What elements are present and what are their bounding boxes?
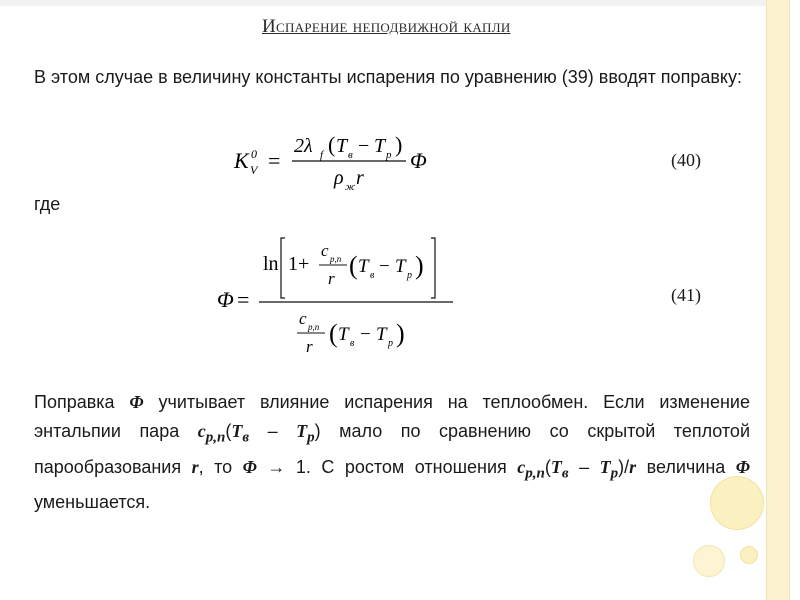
eq41-paren-open: ( (349, 251, 358, 280)
top-edge (0, 0, 800, 6)
formula-41 (215, 232, 465, 362)
p2-arrow: → 1 (256, 456, 306, 477)
slide-title: Испарение неподвижной капли (262, 16, 511, 37)
p2-text-3: ) мало по сравнению со скрытой теплотой парообразования (34, 421, 751, 477)
eq40-lhs-sub: V (250, 163, 258, 177)
eq40-num-tp: T (374, 135, 386, 157)
eq41-minus: − (379, 256, 390, 277)
p2-paren-2: ( (544, 456, 551, 477)
eq40-num-paren-open: ( (328, 132, 336, 157)
p2-r: r (191, 456, 199, 477)
decorative-circle-small (693, 545, 725, 577)
p2-text-7: величина (636, 456, 736, 477)
eq40-num-coef: 2λ (294, 135, 313, 157)
p2-paren: ( (225, 421, 232, 441)
eq41-ln: ln (263, 253, 279, 275)
p2-text-2: учитывает влияние испарения на теплообмен. Если изменение энтальпии пара (34, 392, 751, 441)
p2-cpn: $c_{p,n}$ (197, 421, 226, 446)
eq40-num-lambda-sub: f (320, 149, 324, 161)
p2-text-4: , то (198, 456, 243, 477)
p2-text-6: )/ (618, 456, 630, 477)
eq40-den-rho-sub: ж (345, 181, 356, 193)
p2-text-5: . С ростом отношения (305, 456, 518, 477)
eq40-den-rho: ρ (334, 167, 344, 189)
p2-tp: $T_p$ (296, 421, 315, 446)
eq41-den-paren-open: ( (329, 319, 338, 348)
eq41-r: r (328, 269, 335, 288)
eq41-den-tb: T (338, 324, 349, 345)
p2-cpn-2: $c_{p,n}$ (517, 456, 545, 482)
eq41-equals: = (237, 287, 250, 312)
eq41-den-paren-close: ) (396, 319, 405, 348)
eq41-lhs: Φ (217, 287, 234, 312)
eq41-cpn: c (321, 241, 329, 260)
eq41-den-cpn: c (299, 309, 307, 328)
p2-phi-2: Φ (242, 456, 257, 477)
equation-number-40: (40) (671, 150, 701, 170)
decorative-band (766, 0, 790, 600)
decorative-circle-tiny (740, 546, 758, 564)
eq40-lhs-sup: 0 (251, 147, 257, 161)
eq41-tb: T (358, 256, 369, 277)
eq41-cpn-sub: p,n (330, 254, 342, 264)
eq41-den-tb-sub: в (350, 338, 355, 349)
eq41-den-minus: − (360, 324, 371, 345)
eq41-tb-sub: в (370, 270, 375, 281)
eq41-den-r: r (306, 337, 313, 356)
eq40-num-minus: − (358, 135, 370, 157)
p2-r-2: r (629, 456, 637, 477)
p2-text-1: Поправка (34, 392, 130, 412)
eq41-bracket-left (281, 238, 285, 298)
equation-number-41: (41) (671, 285, 701, 305)
eq40-equals: = (268, 148, 281, 173)
eq40-num-paren-close: ) (395, 132, 403, 157)
eq41-bracket-right (431, 238, 435, 298)
p2-minus: – (249, 421, 297, 441)
eq41-tp-sub: p (407, 270, 412, 281)
eq40-num-tb: T (336, 135, 348, 157)
eq41-one-plus: 1+ (288, 253, 310, 275)
p2-tp-2: $T_p$ (599, 456, 619, 482)
eq41-paren-close: ) (415, 251, 424, 280)
eq40-lhs: K (234, 148, 249, 173)
p2-phi: Φ (129, 392, 144, 412)
eq41-den-cpn-sub: p,n (308, 322, 320, 332)
eq40-den-r: r (356, 167, 364, 189)
p2-tb: $T_в$ (231, 421, 250, 446)
eq40-phi: Φ (410, 148, 427, 173)
formula-40 (230, 128, 460, 198)
eq40-num-tb-sub: в (348, 149, 353, 161)
p2-minus-2: – (568, 456, 600, 477)
eq41-tp: T (395, 256, 406, 277)
eq41-den-tp: T (376, 324, 387, 345)
eq41-den-tp-sub: p (388, 338, 393, 349)
p2-text-8: уменьшается. (34, 492, 151, 513)
explanation-paragraph (34, 388, 750, 517)
eq40-num-tp-sub: p (386, 149, 392, 161)
where-label: где (34, 194, 61, 214)
right-margin (790, 0, 800, 600)
intro-paragraph: В этом случае в величину константы испарения по уравнению (39) вводят поправку: (34, 67, 742, 87)
p2-tb-2: $T_в$ (550, 456, 569, 482)
p2-phi-3: Φ (735, 456, 750, 477)
